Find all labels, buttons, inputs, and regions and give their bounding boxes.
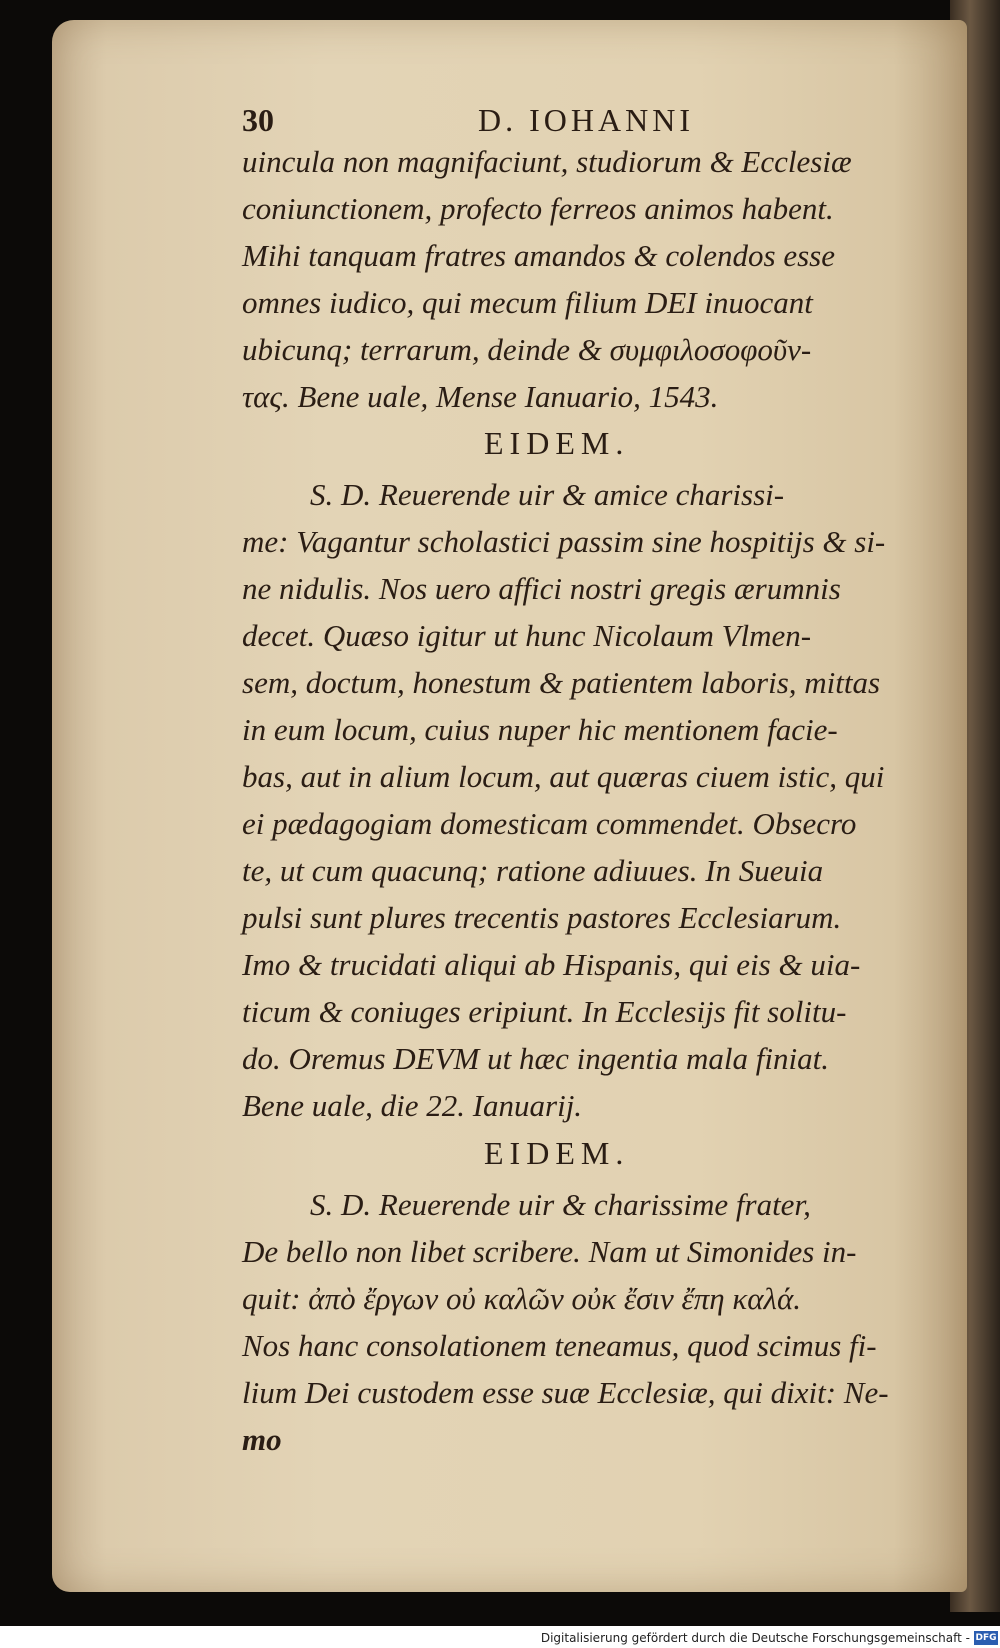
running-head: D. IOHANNI xyxy=(478,102,694,138)
text-line: Mihi tanquam fratres amandos & colendos esse xyxy=(242,238,835,273)
footer-credit: Digitalisierung gefördert durch die Deutsche Forschungsgemeinschaft - xyxy=(540,1631,970,1645)
text-line: pulsi sunt plures trecentis pastores Ecclesiarum. xyxy=(242,900,842,935)
text-line: decet. Quæso igitur ut hunc Nicolaum Vlmen- xyxy=(242,618,812,653)
text-line: ticum & coniuges eripiunt. In Ecclesijs fit solitu- xyxy=(242,994,847,1029)
text-line: te, ut cum quacunq; ratione adiuues. In Sueuia xyxy=(242,853,824,888)
text-line: ei pædagogiam domesticam commendet. Obsecro xyxy=(242,806,857,841)
text-line: τας. Bene uale, Mense Ianuario, 1543. xyxy=(242,379,719,414)
text-line: omnes iudico, qui mecum filium DEI inuocant xyxy=(242,285,813,320)
digitization-footer xyxy=(0,1626,1000,1648)
text-line: quit: ἀπὸ ἔργων οὐ καλῶν οὐκ ἔσιν ἔπη καλά. xyxy=(242,1281,801,1316)
text-line: Nos hanc consolationem teneamus, quod scimus fi- xyxy=(242,1328,877,1363)
dfg-logo: DFG xyxy=(975,1633,997,1643)
text-line: in eum locum, cuius nuper hic mentionem facie- xyxy=(242,712,838,747)
text-line: Bene uale, die 22. Ianuarij. xyxy=(242,1088,583,1123)
page-header xyxy=(242,102,942,146)
catchword: mo xyxy=(242,1422,282,1457)
text-line: S. D. Reuerende uir & amice charissi- xyxy=(310,477,785,512)
text-line: De bello non libet scribere. Nam ut Simonides in- xyxy=(242,1234,857,1269)
text-line: Imo & trucidati aliqui ab Hispanis, qui eis & uia- xyxy=(242,947,861,982)
text-line: ubicunq; terrarum, deinde & συμφιλοσοφοῦν- xyxy=(242,332,812,367)
text-line: do. Oremus DEVM ut hæc ingentia mala finiat. xyxy=(242,1041,829,1076)
text-line: sem, doctum, honestum & patientem laboris, mittas xyxy=(242,665,881,700)
text-line: bas, aut in alium locum, aut quæras ciuem istic, qui xyxy=(242,759,885,794)
section-heading: EIDEM. xyxy=(484,1135,630,1171)
section-heading: EIDEM. xyxy=(484,425,630,461)
text-line: S. D. Reuerende uir & charissime frater, xyxy=(310,1187,811,1222)
text-line: lium Dei custodem esse suæ Ecclesiæ, qui dixit: Ne- xyxy=(242,1375,889,1410)
text-line: coniunctionem, profecto ferreos animos habent. xyxy=(242,191,834,226)
text-line: ne nidulis. Nos uero affici nostri gregis ærumnis xyxy=(242,571,841,606)
page-number: 30 xyxy=(242,102,274,138)
text-line: uincula non magnifaciunt, studiorum & Ecclesiæ xyxy=(242,144,852,179)
text-line: me: Vagantur scholastici passim sine hospitijs & si- xyxy=(242,524,886,559)
